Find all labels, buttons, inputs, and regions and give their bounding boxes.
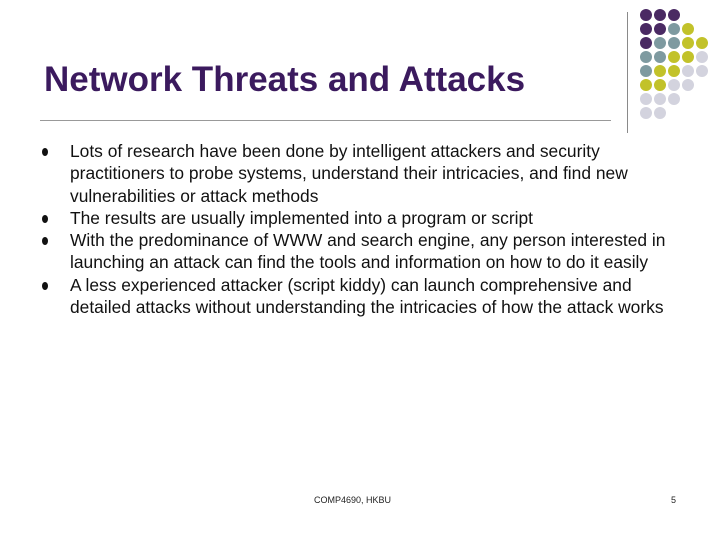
dot-olive	[668, 65, 680, 77]
bullet-item	[42, 229, 672, 274]
dot-purple	[654, 9, 666, 21]
dot-olive	[682, 51, 694, 63]
dot-purple	[640, 9, 652, 21]
dot-light	[682, 79, 694, 91]
bullet-text: Lots of research have been done by intelligent attackers and security practitioners to probe systems, understand their intricacies, and find new vulnerabilities or attack methods	[70, 141, 628, 206]
page-number: 5	[671, 495, 677, 505]
dot-teal	[654, 37, 666, 49]
dot-teal	[640, 65, 652, 77]
bullet-item	[42, 274, 672, 319]
bullet-icon	[42, 237, 48, 245]
dot-olive	[654, 65, 666, 77]
dot-light	[640, 107, 652, 119]
dot-light	[696, 51, 708, 63]
dot-olive	[640, 79, 652, 91]
bullet-item	[42, 207, 672, 229]
bullet-text: With the predominance of WWW and search engine, any person interested in launching an attack can find the tools and information on how to do it easily	[70, 230, 666, 273]
dot-purple	[654, 23, 666, 35]
dot-purple	[668, 9, 680, 21]
dot-light	[668, 79, 680, 91]
bullet-text: The results are usually implemented into a program or script	[70, 207, 533, 228]
dot-light	[682, 65, 694, 77]
bullet-text: A less experienced attacker (script kiddy) can launch comprehensive and detailed attacks without understanding the intricacies of how the attack works	[70, 274, 664, 318]
dot-light	[696, 65, 708, 77]
bullet-list	[42, 140, 672, 318]
slide-title: Network Threats and Attacks	[44, 60, 526, 99]
title-underline	[40, 120, 611, 121]
dot-purple	[640, 23, 652, 35]
dot-teal	[640, 51, 652, 63]
dot-olive	[682, 23, 694, 35]
dot-purple	[640, 37, 652, 49]
dot-teal	[654, 51, 666, 63]
vertical-divider	[627, 12, 628, 133]
dot-olive	[682, 37, 694, 49]
dot-teal	[668, 23, 680, 35]
bullet-icon	[42, 215, 48, 223]
dot-olive	[696, 37, 708, 49]
bullet-item	[42, 140, 672, 207]
dot-light	[640, 93, 652, 105]
bullet-icon	[42, 148, 48, 156]
decorative-dot-grid	[640, 9, 720, 149]
dot-olive	[654, 79, 666, 91]
dot-light	[654, 107, 666, 119]
dot-olive	[668, 51, 680, 63]
footer-course: COMP4690, HKBU	[314, 495, 392, 505]
dot-light	[654, 93, 666, 105]
bullet-icon	[42, 282, 48, 290]
dot-light	[668, 93, 680, 105]
dot-teal	[668, 37, 680, 49]
